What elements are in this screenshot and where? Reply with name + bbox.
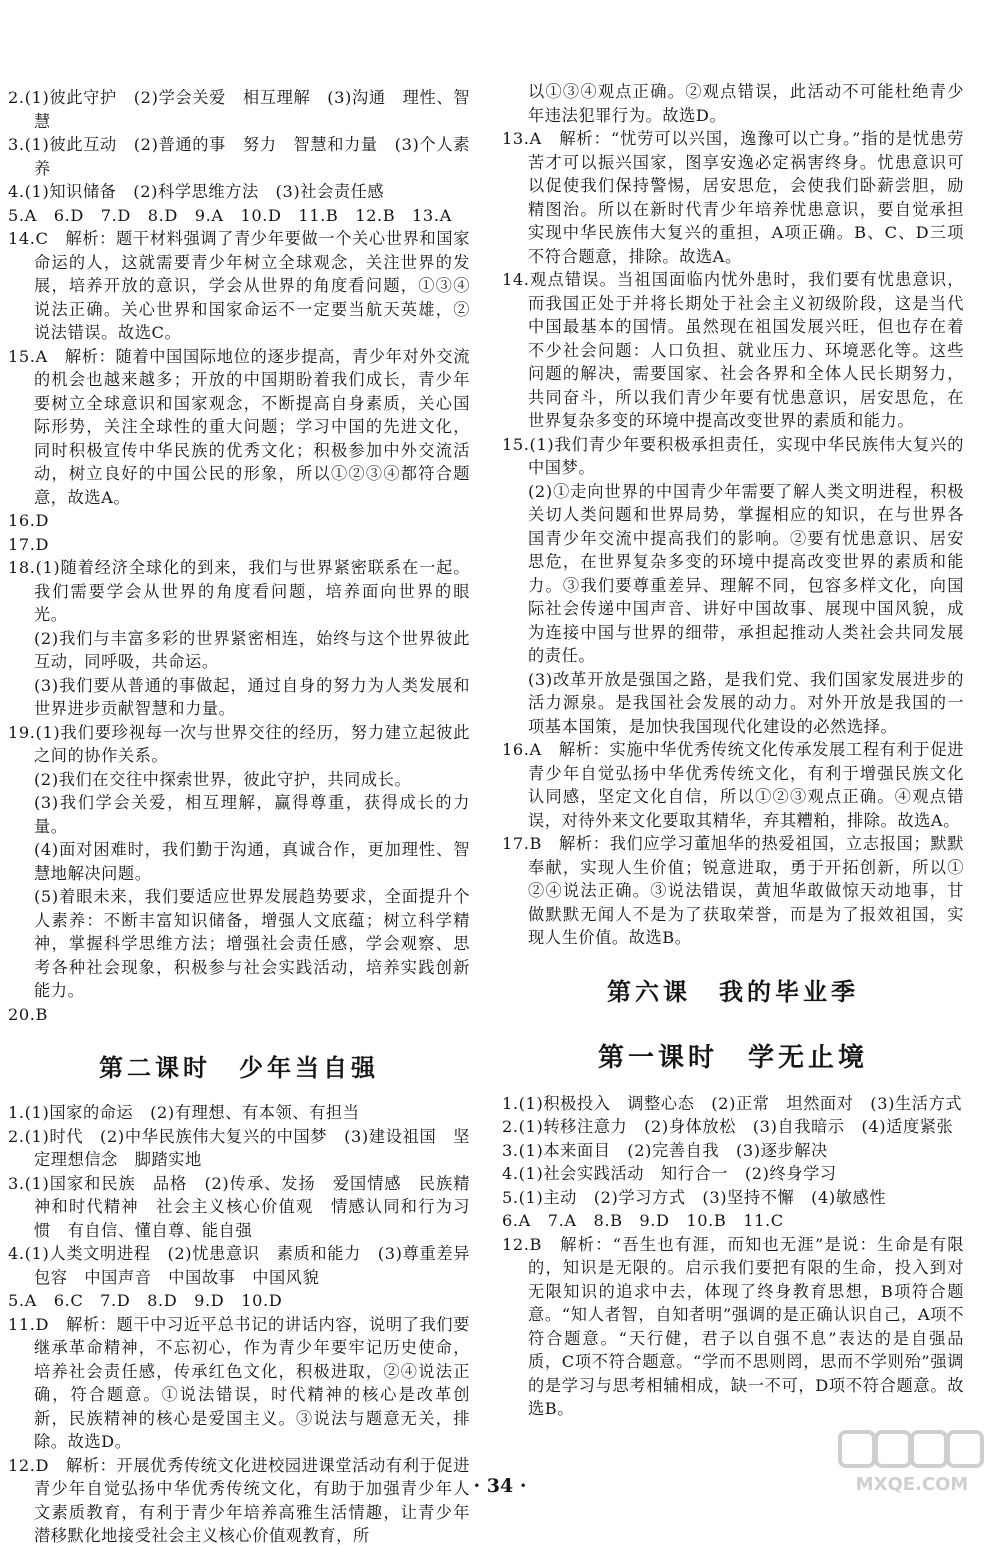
answer-list-right-bottom [502, 1092, 964, 1421]
answer-item: 5.A 6.C 7.D 8.D 9.D 10.D [8, 1291, 283, 1310]
answer-item: 4.(1)社会实践活动 知行合一 (2)终身学习 [502, 1164, 837, 1183]
answer-item: 18.(1)随着经济全球化的到来，我们与世界紧密联系在一起。我们需要学会从世界的角度看问题，培养面向世界的眼光。 [8, 558, 470, 624]
watermark-text: MXQE.COM [855, 1474, 969, 1495]
answer-item: 19.(1)我们要珍视每一次与世界交往的经历，努力建立起彼此之间的协作关系。 [8, 722, 470, 765]
answer-subitem: (2)①走向世界的中国青少年需要了解人类文明进程，积极关切人类问题和世界局势，掌握相应的知识，在与世界各国青少年交流中提高我们的影响。②要有忧患意识、居安思危，在世界复杂多变的环境中提高改变世界的素质和能力。③我们要尊重差异、理解不同，包容多样文化，向国际社会传递中国声音、讲好中国故事、展现中国风貌，成为连接中国与世界的细带，承担起推动人类社会共同发展的责任。 [528, 481, 964, 665]
answer-item: 5.A 6.D 7.D 8.D 9.A 10.D 11.B 12.B 13.A [8, 205, 452, 225]
right-column [502, 80, 964, 1421]
answer-item: 14.C 解析：题干材料强调了青少年要做一个关心世界和国家命运的人，这就需要青少年树立全球观念，关注世界的发展，培养开放的意识，学会从世界的角度看问题，①③④说法正确。关心世界和国家命运不一定要当航天英雄，②说法错误。故选C。 [8, 229, 470, 342]
answer-subitem: (5)着眼未来，我们要适应世界发展趋势要求，全面提升个人素养：不断丰富知识储备，增强人文底蕴；树立科学精神，掌握科学思维方法；增强社会责任感，学会观察、思考各种社会现象，积极参与社会实践活动，培养实践创新能力。 [34, 887, 470, 1000]
lesson-heading-right-chapter: 第六课 我的毕业季 [607, 977, 859, 1006]
answer-item: 17.D [8, 534, 50, 554]
answer-subitem: (2)我们在交往中探索世界，彼此守护，共同成长。 [34, 769, 412, 789]
answer-item: 2.(1)时代 (2)中华民族伟大复兴的中国梦 (3)建设祖国 坚定理想信念 脚踏实地 [8, 1126, 470, 1169]
answer-item: 12.D 解析：开展优秀传统文化进校园进课堂活动有利于促进青少年自觉弘扬中华优秀传统文化，有助于加强青少年人文素质教育，有利于青少年培养高雅生活情趣，让青少年潜移默化地接受社会主义核心价值观教育，所 [8, 1455, 470, 1545]
left-column [8, 86, 487, 1548]
answer-item: 4.(1)人类文明进程 (2)忧患意识 素质和能力 (3)尊重差异 包容 中国声音 中国故事 中国风貌 [8, 1244, 487, 1287]
answer-item: 15.A 解析：随着中国国际地位的逐步提高，青少年对外交流的机会也越来越多；开放的中国期盼着我们成长，青少年要树立全球意识和国家观念，不断提高自身素质，关心国际形势，关注全球性的重大问题；学习中国的先进文化，同时积极宣传中华民族的优秀文化；积极参加中外交流活动，树立良好的中国公民的形象，所以①②③④都符合题意，故选A。 [8, 346, 470, 507]
answer-list-right-top [502, 80, 964, 950]
watermark-logo-icon [832, 1428, 992, 1496]
answer-item: 4.(1)知识储备 (2)科学思维方法 (3)社会责任感 [8, 182, 385, 201]
answer-item: 12.B 解析：“吾生也有涯，而知也无涯”是说：生命是有限的，知识是无限的。启示我们要把有限的生命，投入到对无限知识的追求中去，体现了终身教育思想，B项符合题意。“知人者智，自知者明”强调的是正确认识自己，A项不符合题意。“天行健，君子以自强不息”表达的是自强品质，C项不符合题意。“学而不思则罔，思而不学则殆”强调的是学习与思考相辅相成，缺一不可，D项不符合题意。故选B。 [502, 1234, 964, 1418]
answer-item: 16.D [8, 511, 50, 530]
answer-item: 17.B 解析：我们应学习董旭华的热爱祖国，立志报国；默默奉献，实现人生价值；锐意进取，勇于开拓创新，所以①②④说法正确。③说法错误，黄旭华敢做惊天动地事，甘做默默无闻人不是为了获取荣誉，而是为了报效祖国，实现人生价值。故选B。 [502, 834, 964, 947]
answer-item: 1.(1)积极投入 调整心态 (2)正常 坦然面对 (3)生活方式 [502, 1093, 963, 1113]
answer-subitem: (4)面对困难时，我们勤于沟通，真诚合作，更加理性、智慧地解决问题。 [34, 840, 470, 883]
answer-item: 11.D 解析：题干中习近平总书记的讲话内容，说明了我们要继承革命精神，不忘初心，作为青少年要牢记历史使命，培养社会责任感，传承红色文化，积极进取，②④说法正确，符合题意。①说法错误，时代精神的核心是改革创新，民族精神的核心是爱国主义。③说法与题意无关，排除。故选D。 [8, 1314, 470, 1451]
answer-item: 3.(1)本来面目 (2)完善自我 (3)逐步解决 [502, 1140, 828, 1160]
answer-list-left-top [8, 86, 470, 1026]
answer-item: 13.A 解析：“忧劳可以兴国，逸豫可以亡身。”指的是忧患劳苦才可以振兴国家，图享安逸必定祸害终身。忧患意识可以促使我们保持警惕，居安思危，会使我们卧薪尝胆，励精图治。所以在新时代青少年培养忧患意识，要自觉承担实现中华民族伟大复兴的重担，A项正确。B、C、D三项不符合题意，排除。故选A。 [502, 129, 964, 266]
answer-item: 14.观点错误。当祖国面临内忧外患时，我们要有忧患意识，而我国正处于并将长期处于社会主义初级阶段，这是当代中国最基本的国情。虽然现在祖国发展兴旺，但也存在着不少社会问题：人口负担、就业压力、环境恶化等。这些问题的解决，需要国家、社会各界和全体人民长期努力，共同奋斗，所以我们青少年要有忧患意识，居安思危，在世界复杂多变的环境中提高改变世界的素质和能力。 [502, 270, 964, 430]
answer-item: 20.B [8, 1004, 49, 1024]
answer-item: 16.A 解析：实施中华优秀传统文化传承发展工程有利于促进青少年自觉弘扬中华优秀传统文化，有利于增强民族文化认同感，坚定文化自信，所以①②③观点正确。④观点错误，对待外来文化要取其精华，弃其糟粕，排除。故选A。 [502, 740, 964, 830]
answer-item: 6.A 7.A 8.B 9.D 10.B 11.C [502, 1211, 784, 1230]
answer-item: 1.(1)国家的命运 (2)有理想、有本领、有担当 [8, 1103, 360, 1122]
answer-item: 5.(1)主动 (2)学习方式 (3)坚持不懈 (4)敏感性 [502, 1187, 887, 1207]
answer-item: 3.(1)国家和民族 品格 (2)传承、发扬 爱国情感 民族精神和时代精神 社会主义核心价值观 情感认同和行为习惯 有自信、懂自尊、能自强 [8, 1173, 470, 1240]
answer-subitem: (3)我们要从普通的事做起，通过自身的努力为人类发展和世界进步贡献智慧和力量。 [34, 675, 470, 718]
answer-subitem: (2)我们与丰富多彩的世界紧密相连，始终与这个世界彼此互动，同呼吸，共命运。 [34, 628, 470, 671]
answer-subitem: (3)我们学会关爱，相互理解，赢得尊重，获得成长的力量。 [34, 793, 470, 836]
answer-item: 2.(1)转移注意力 (2)身体放松 (3)自我暗示 (4)适度紧张 [502, 1117, 954, 1136]
answer-subitem: 以①③④观点正确。②观点错误，此活动不可能杜绝青少年违法犯罪行为。故选D。 [528, 82, 964, 125]
answer-item: 3.(1)彼此互动 (2)普通的事 努力 智慧和力量 (3)个人素养 [8, 135, 470, 178]
answer-subitem: (3)改革开放是强国之路，是我们党、我们国家发展进步的活力源泉。是我国社会发展的动力。对外开放是我国的一项基本国策，是加快我国现代化建设的必然选择。 [528, 669, 964, 736]
watermark-logo [832, 1428, 992, 1496]
answer-item: 2.(1)彼此守护 (2)学会关爱 相互理解 (3)沟通 理性、智慧 [8, 88, 470, 131]
lesson-heading-left: 第二课时 少年当自强 [99, 1054, 379, 1082]
lesson-heading-right-section: 第一课时 学无止境 [597, 1042, 868, 1073]
page-number: · 34 · [473, 1475, 527, 1497]
answer-item: 15.(1)我们青少年要积极承担责任，实现中华民族伟大复兴的中国梦。 [502, 434, 964, 477]
